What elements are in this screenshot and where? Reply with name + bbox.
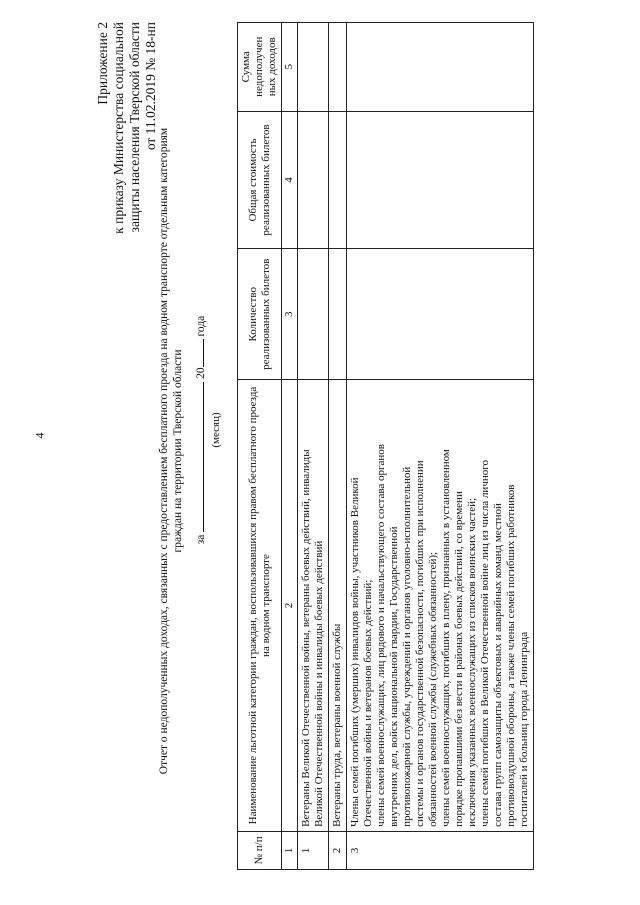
report-period	[192, 210, 222, 650]
row-category-line: Ветераны Великой Отечественной войны, ветераны боевых действий, инвалиды	[300, 449, 312, 827]
column-number-row	[282, 23, 298, 870]
year-blank	[192, 339, 204, 367]
header-sum: Сумма недополучен ных доходов	[238, 23, 282, 112]
row-sum-cell	[347, 23, 534, 112]
row-category-line: госпиталей и больниц города Ленинграда	[518, 631, 530, 827]
row-category-line: члены семей погибших в Великой Отечественной войне лиц из числа личного	[479, 460, 491, 827]
row-category-line: Ветераны труда, ветераны военной службы	[331, 623, 343, 827]
header-num: № п/п	[238, 831, 282, 869]
period-prefix: за	[195, 534, 207, 545]
row-cost-cell	[329, 111, 347, 249]
approval-line-3: защиты населения Тверской области	[127, 22, 142, 233]
report-title-line-1: Отчет о недополученных доходах, связанных с предоставлением бесплатного проезда на водном транспорте отдельным категориям	[158, 127, 170, 775]
row-num: 2	[329, 831, 347, 869]
row-category	[347, 380, 534, 832]
row-category-line: Великой Отечественной войны и инвалиды боевых действий	[313, 540, 325, 827]
approval-line-2: к приказу Министерства социальной	[111, 22, 126, 234]
page-number: 4	[32, 432, 47, 439]
header-count: Количество реализованных билетов	[238, 249, 282, 380]
approval-block	[95, 22, 159, 360]
approval-line-1: Приложение 2	[95, 22, 110, 105]
table-row	[347, 23, 534, 870]
period-year-prefix: 20	[195, 367, 207, 379]
row-cost-cell	[347, 111, 534, 249]
column-number: 2	[282, 380, 298, 832]
row-category-line: Отечественной войны и ветеранов боевых действий;	[362, 579, 374, 827]
row-category-line: противовоздушной обороны, а также члены семей погибших работников	[505, 484, 517, 827]
row-count-cell	[347, 249, 534, 380]
month-hint: (месяц)	[210, 412, 222, 448]
column-number: 3	[282, 249, 298, 380]
row-category	[298, 380, 329, 832]
row-category-line: состава групп самозащиты объектовых и аварийных команд местной	[492, 503, 504, 827]
column-number: 1	[282, 831, 298, 869]
row-category-line: порядке пропавшими без вести в районах боевых действий, со времени	[453, 491, 465, 827]
row-sum-cell	[329, 23, 347, 112]
report-table	[237, 22, 534, 870]
report-sheet	[95, 22, 580, 880]
row-cost-cell	[298, 111, 329, 249]
row-count-cell	[329, 249, 347, 380]
row-category-line: члены семей военнослужащих, лиц рядового и начальствующего состава органов	[375, 444, 387, 827]
period-suffix: года	[195, 315, 207, 337]
approval-line-4: от 11.02.2019 № 18-нп	[143, 22, 158, 151]
row-count-cell	[298, 249, 329, 380]
table-header-row	[238, 23, 282, 870]
row-category-line: противопожарной службы, учреждений и органов уголовно-исполнительной	[401, 466, 413, 827]
row-category-line: Члены семей погибших (умерших) инвалидов войны, участников Великой	[349, 477, 361, 827]
column-number: 5	[282, 23, 298, 112]
row-num: 3	[347, 831, 534, 869]
header-cost: Общая стоимость реализованных билетов	[238, 111, 282, 249]
row-category-line: внутренних дел, войск национальной гвардии, Государственной	[388, 526, 400, 827]
row-category-line: исключения указанных военнослужащих из списков воинских частей;	[466, 497, 478, 827]
row-category-line: системы и органов государственной безопасности, погибших при исполнении	[414, 460, 426, 827]
report-title-line-2: граждан на территории Тверской области	[172, 349, 184, 553]
header-category: Наименование льготной категории граждан, воспользовавшихся правом бесплатного проезда на водном транспорте	[238, 380, 282, 832]
month-blank	[192, 382, 204, 532]
row-num: 1	[298, 831, 329, 869]
row-sum-cell	[298, 23, 329, 112]
table-row	[298, 23, 329, 870]
row-category-line: обязанностей военной службы (служебных обязанностей);	[427, 551, 439, 827]
row-category	[329, 380, 347, 832]
table-row	[329, 23, 347, 870]
column-number: 4	[282, 111, 298, 249]
report-title	[157, 22, 185, 880]
row-category-line: члены семей военнослужащих, погибших в плену, признанных в установленном	[440, 449, 452, 827]
